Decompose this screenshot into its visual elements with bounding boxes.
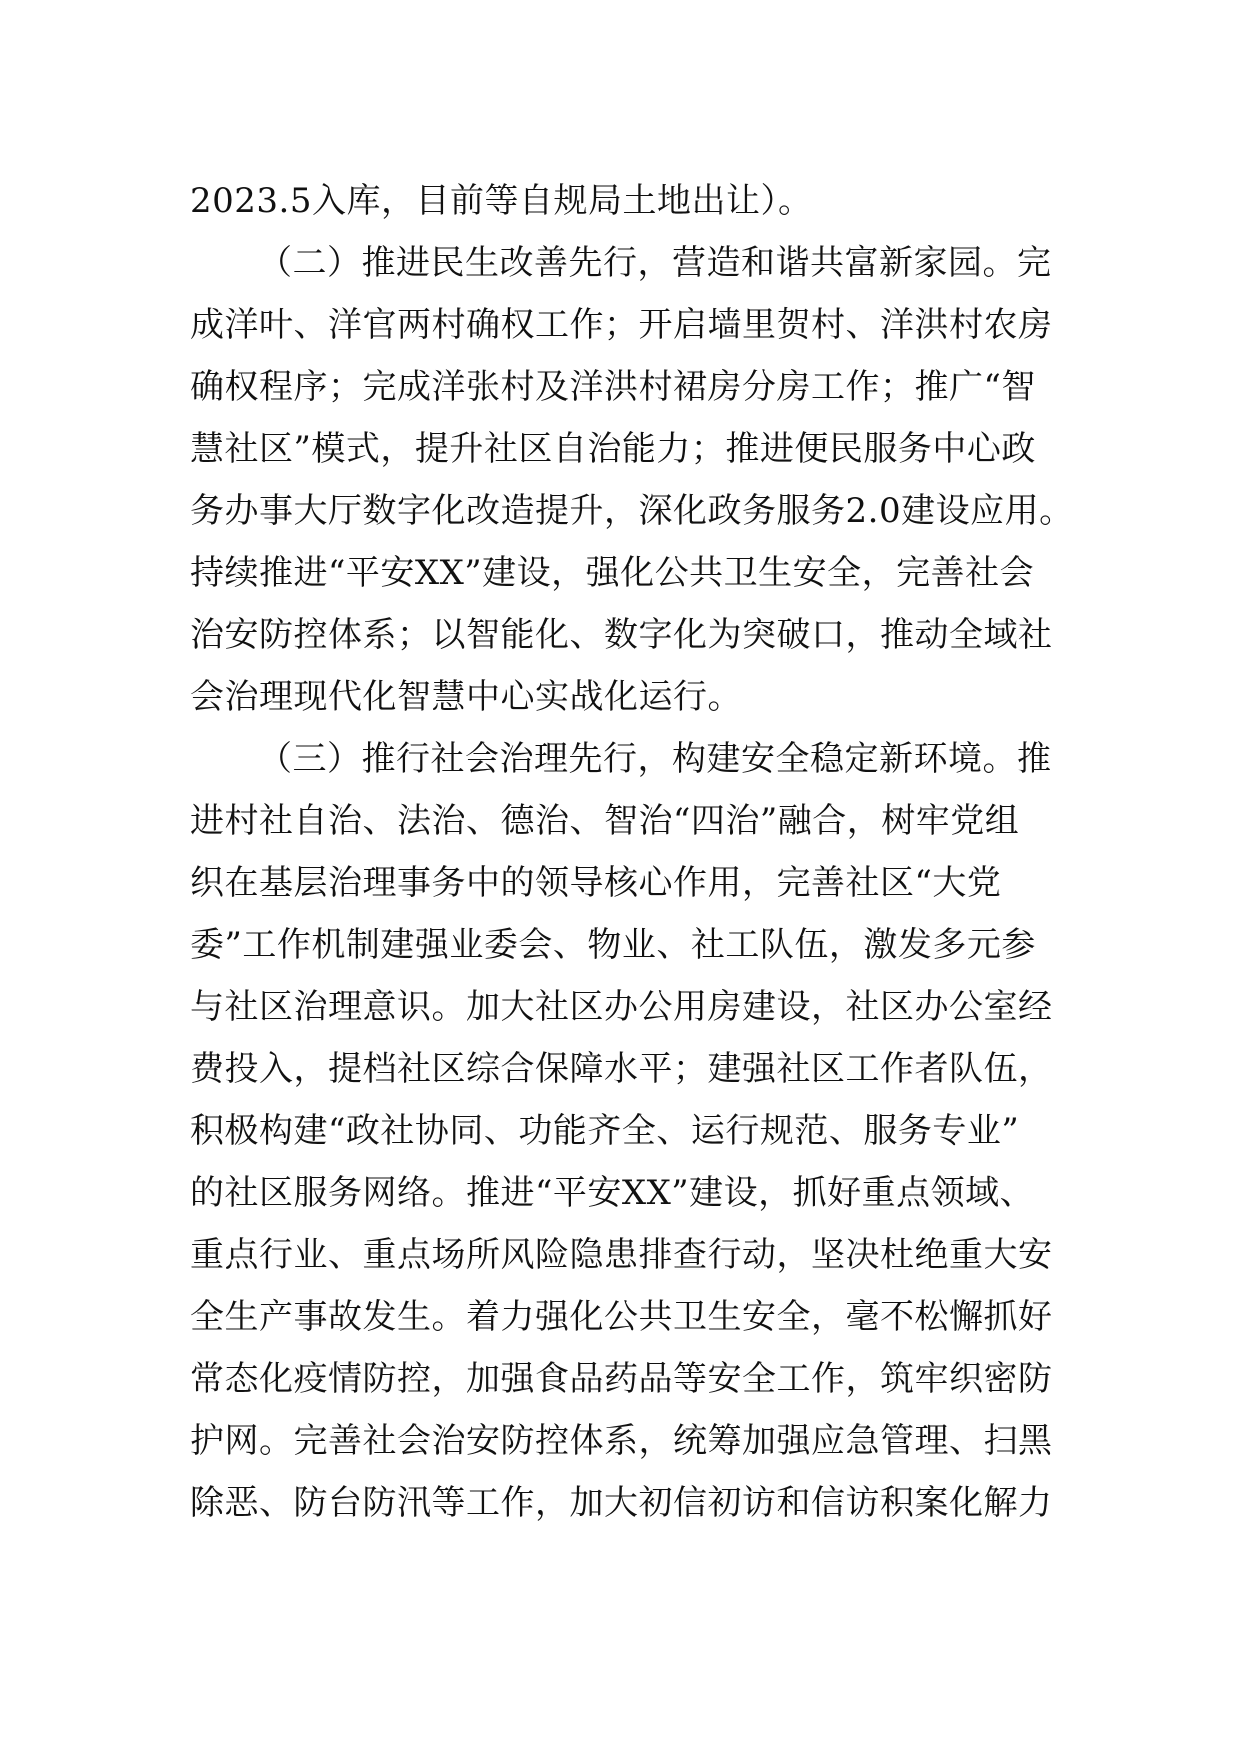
text-line: 全生产事故发生。着力强化公共卫生安全，毫不松懈抓好: [190, 1297, 1053, 1337]
text-line: 费投入，提档社区综合保障水平；建强社区工作者队伍，: [190, 1049, 1053, 1089]
text-line: 织在基层治理事务中的领导核心作用，完善社区“大党: [190, 863, 1002, 903]
text-line: 与社区治理意识。加大社区办公用房建设，社区办公室经: [190, 987, 1053, 1027]
text-line: 的社区服务网络。推进“平安XX”建设，抓好重点领域、: [190, 1173, 1035, 1213]
text-line: 除恶、防台防汛等工作，加大初信初访和信访积案化解力: [190, 1483, 1053, 1523]
text-line: 确权程序；完成洋张村及洋洪村裙房分房工作；推广“智: [190, 367, 1036, 407]
text-line: 常态化疫情防控，加强食品药品等安全工作，筑牢织密防: [190, 1359, 1053, 1399]
text-line: 委”工作机制建强业委会、物业、社工队伍，激发多元参: [190, 925, 1036, 965]
body-text: [190, 170, 1074, 1534]
text-line: 成洋叶、洋官两村确权工作；开启墙里贺村、洋洪村农房: [190, 305, 1053, 345]
text-line: 治安防控体系；以智能化、数字化为突破口，推动全域社: [190, 615, 1053, 655]
paragraph-heading-2: （二）推进民生改善先行，营造和谐共富新家园。完: [258, 243, 1052, 283]
text-line: 会治理现代化智慧中心实战化运行。: [190, 677, 742, 717]
text-line: 护网。完善社会治安防控体系，统筹加强应急管理、扫黑: [190, 1421, 1053, 1461]
text-line: 进村社自治、法治、德治、智治“四治”融合，树牢党组: [190, 801, 1020, 841]
text-line: 重点行业、重点场所风险隐患排查行动，坚决杜绝重大安: [190, 1235, 1053, 1275]
paragraph-heading-3: （三）推行社会治理先行，构建安全稳定新环境。推: [258, 739, 1052, 779]
text-line: 务办事大厅数字化改造提升，深化政务服务2.0建设应用。: [190, 491, 1074, 531]
text-line: 慧社区”模式，提升社区自治能力；推进便民服务中心政: [190, 429, 1036, 469]
text-line: 持续推进“平安XX”建设，强化公共卫生安全，完善社会: [190, 553, 1035, 593]
text-line: 2023.5入库，目前等自规局土地出让）。: [190, 181, 813, 221]
text-line: 积极构建“政社协同、功能齐全、运行规范、服务专业”: [190, 1111, 1020, 1151]
